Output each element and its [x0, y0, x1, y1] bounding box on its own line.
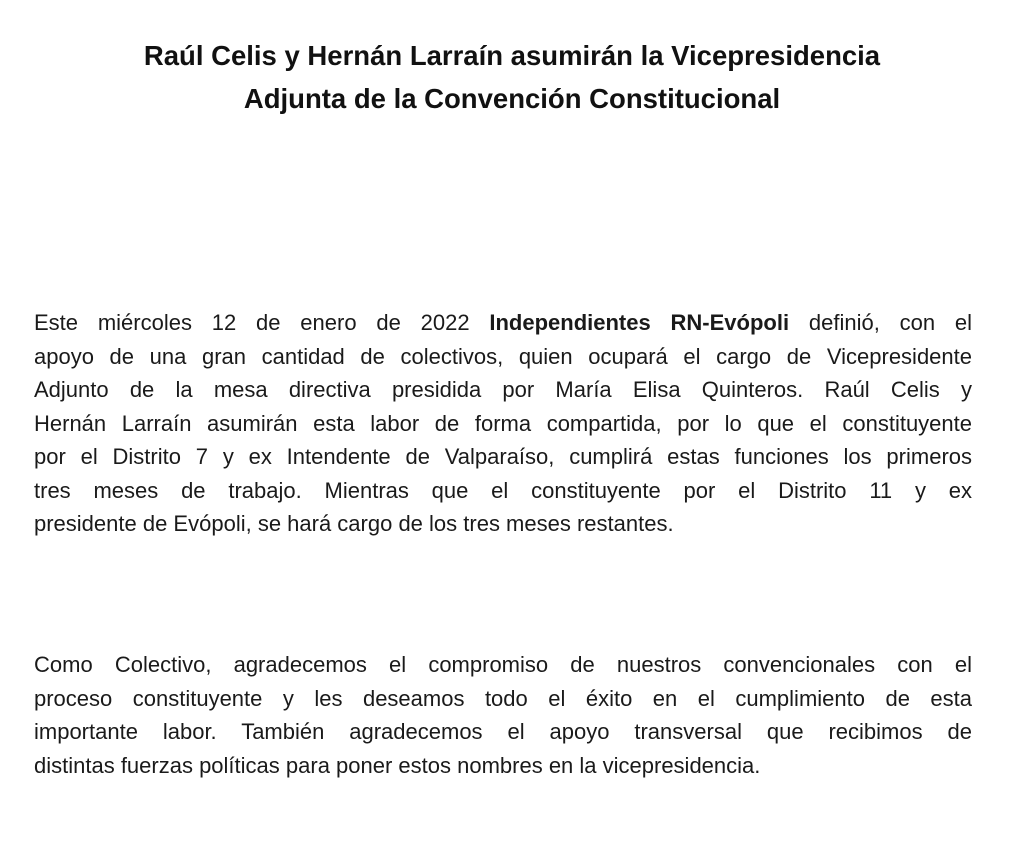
paragraph-line: [34, 306, 972, 340]
paragraph-line: Hernán Larraín asumirán esta labor de forma compartida, por lo que el constituyente: [34, 410, 972, 436]
title-line: Raúl Celis y Hernán Larraín asumirán la Vicepresidencia: [143, 40, 881, 71]
paragraph-announcement: [34, 306, 972, 541]
paragraph-line: apoyo de una gran cantidad de colectivos, quien ocupará el cargo de Vicepresidente: [34, 343, 972, 369]
paragraph-line: Adjunto de la mesa directiva presidida por María Elisa Quinteros. Raúl Celis y: [34, 377, 972, 402]
title-line: Adjunta de la Convención Constitucional: [243, 83, 781, 114]
text-run: Este miércoles 12 de enero de 2022: [34, 310, 490, 335]
paragraph-line: distintas fuerzas políticas para poner estos nombres en la vicepresidencia.: [34, 752, 761, 778]
paragraph-line: proceso constituyente y les deseamos todo el éxito en el cumplimiento de esta: [34, 685, 972, 711]
paragraph-line: Como Colectivo, agradecemos el compromiso de nuestros convencionales con el: [34, 652, 972, 677]
paragraph-line: tres meses de trabajo. Mientras que el constituyente por el Distrito 11 y ex: [34, 477, 972, 503]
document-title: [40, 34, 984, 120]
collective-name: Independientes RN-Evópoli: [489, 310, 790, 335]
paragraph-line: por el Distrito 7 y ex Intendente de Valparaíso, cumplirá estas funciones los primeros: [34, 444, 972, 469]
paragraph-line: importante labor. También agradecemos el apoyo transversal que recibimos de: [34, 719, 972, 744]
paragraph-line: presidente de Evópoli, se hará cargo de los tres meses restantes.: [34, 511, 674, 536]
text-run: definió, con el: [789, 310, 973, 335]
paragraph-acknowledgement: [34, 648, 972, 782]
